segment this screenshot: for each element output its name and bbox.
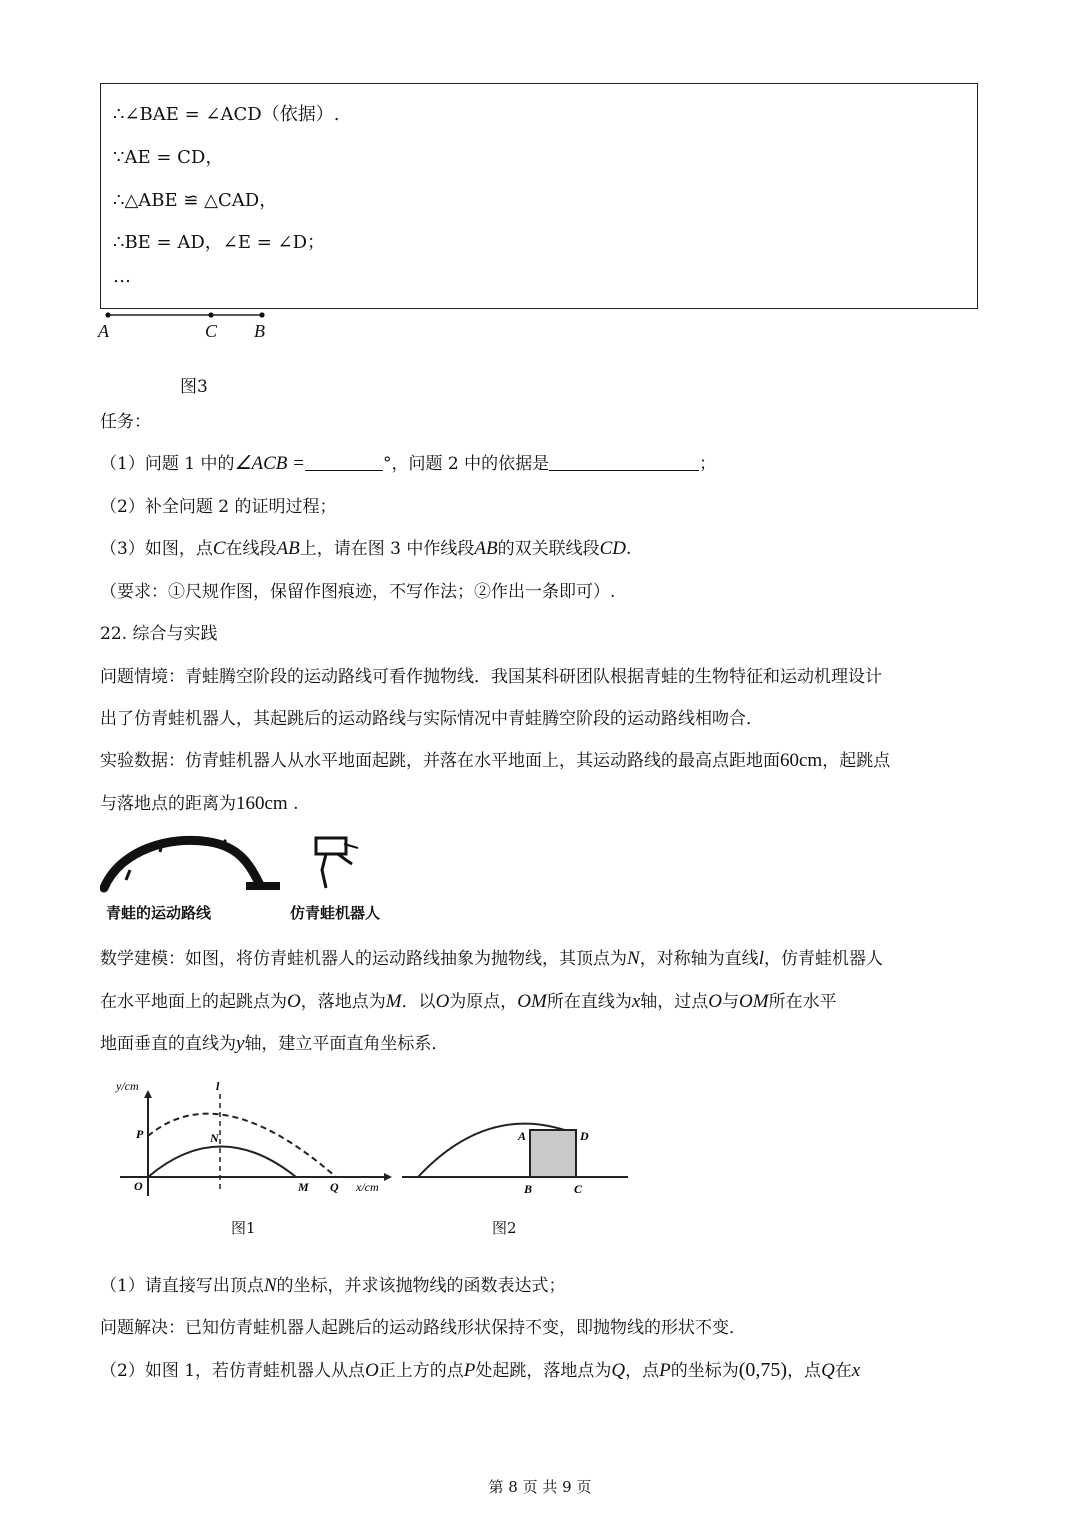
q22-model-2-d: 为原点， <box>449 992 518 1012</box>
photo-caption-frog: 青蛙的运动路线 <box>106 904 212 922</box>
q22-model-1 <box>100 944 883 970</box>
q22-sub1-n: N <box>263 1275 277 1296</box>
q22-model-1-c: ，仿青蛙机器人 <box>763 949 883 969</box>
q22-data-2-value: 160cm <box>236 793 288 814</box>
proof-line-4: ∴BE = AD，∠E = ∠D； <box>113 232 326 253</box>
q22-data-2-text: 与落地点的距离为 <box>100 794 236 814</box>
fig2-rectangle <box>530 1130 576 1177</box>
q22-data-2 <box>100 789 299 815</box>
proof-line-2: ∵AE = CD， <box>113 147 224 168</box>
q22-model-3-a: 地面垂直的直线为 <box>100 1034 236 1054</box>
q22-sub2 <box>100 1356 860 1382</box>
q22-sub2-f: ，点 <box>787 1361 822 1381</box>
q22-model-3-y: y <box>236 1033 245 1054</box>
fig1-y-arrow <box>144 1090 152 1098</box>
fig2-a-label: A <box>518 1129 527 1143</box>
q22-solve: 问题解决：已知仿青蛙机器人起跳后的运动路线形状保持不变，即抛物线的形状不变． <box>100 1318 746 1338</box>
q22-model-2-h: 所在水平 <box>768 992 837 1012</box>
proof-line-5: … <box>113 266 131 287</box>
label-a: A <box>98 321 109 341</box>
task-q3-c: C <box>212 538 226 559</box>
frog-jump-path <box>104 840 260 888</box>
fig2-c-label: C <box>574 1182 583 1196</box>
task-q3 <box>100 534 631 560</box>
fig1-q-label: Q <box>330 1180 339 1194</box>
task-q1-text-c: ； <box>699 454 717 474</box>
q22-sub2-d: ，点 <box>625 1361 660 1381</box>
q22-sub2-x: x <box>851 1360 861 1381</box>
q22-model-2 <box>100 987 837 1013</box>
q22-model-2-x: x <box>631 991 641 1012</box>
figure2-caption: 图2 <box>492 1219 517 1237</box>
task-heading: 任务： <box>100 412 151 432</box>
fig1-m-label: M <box>298 1180 309 1194</box>
q22-sub1-b: 的坐标，并求该抛物线的函数表达式； <box>276 1276 566 1296</box>
q22-title: 22. 综合与实践 <box>100 624 218 644</box>
q22-sub2-b: 正上方的点 <box>378 1361 464 1381</box>
fig1-x-arrow <box>384 1173 392 1181</box>
q22-data-1 <box>100 746 890 772</box>
q22-model-2-a: 在水平地面上的起跳点为 <box>100 992 287 1012</box>
fig1-n-label: N <box>210 1131 219 1145</box>
fig1-parabola-p <box>148 1114 336 1177</box>
task-q1-text-a: （1）问题 1 中的 <box>100 454 235 474</box>
q22-model-2-o3: O <box>708 991 723 1012</box>
fig1-l-label: l <box>216 1079 220 1093</box>
q22-data-2-end: . <box>287 794 299 814</box>
q22-model-2-b: ，落地点为 <box>300 992 386 1012</box>
q22-model-2-m: M <box>385 991 402 1012</box>
q22-situation-2: 出了仿青蛙机器人，其起跳后的运动路线与实际情况中青蛙腾空阶段的运动路线相吻合． <box>100 709 763 729</box>
task-q2: （2）补全问题 2 的证明过程； <box>100 497 337 517</box>
figure1-caption: 图1 <box>231 1219 256 1237</box>
task-q1 <box>100 449 716 475</box>
q22-model-2-om2: OM <box>739 991 769 1012</box>
q22-model-1-l: l <box>758 948 764 969</box>
q22-sub2-p: P <box>463 1360 476 1381</box>
fig1-o-label: O <box>134 1179 143 1193</box>
fig1-parabola-n <box>148 1147 296 1178</box>
q22-sub2-p2: P <box>659 1360 671 1381</box>
q22-data-1-end: ，起跳点 <box>822 751 891 771</box>
label-b: B <box>254 321 265 341</box>
q22-sub2-q2: Q <box>821 1360 835 1381</box>
task-q3-ab: AB <box>276 538 300 559</box>
photo-caption-robot: 仿青蛙机器人 <box>290 904 381 922</box>
fig2-d-label: D <box>580 1129 589 1143</box>
task-requirement: （要求：①尺规作图，保留作图痕迹，不写作法；②作出一条即可）. <box>100 582 616 602</box>
task-q3-text-f: . <box>625 539 632 559</box>
label-c: C <box>205 321 218 341</box>
fig1-xlabel: x/cm <box>356 1180 379 1194</box>
q22-sub2-a: （2）如图 1，若仿青蛙机器人从点 <box>100 1361 366 1381</box>
q22-sub2-q: Q <box>611 1360 626 1381</box>
point-c <box>208 312 213 317</box>
fig2-b-label: B <box>524 1182 533 1196</box>
task-q3-text-a: （3）如图，点 <box>100 539 213 559</box>
proof-box <box>100 83 978 309</box>
task-q3-ab2: AB <box>474 538 498 559</box>
task-q1-angle: ∠ACB = <box>234 453 305 474</box>
figure2-parabola-rect <box>400 1118 632 1198</box>
segment-ab-figure <box>100 308 280 322</box>
q22-model-2-g: 与 <box>722 992 740 1012</box>
fig1-p-label: P <box>136 1127 144 1141</box>
q22-sub2-g: 在 <box>834 1361 852 1381</box>
robot-frog-icon <box>316 838 358 888</box>
fig1-ylabel: y/cm <box>116 1079 139 1093</box>
task-q3-text-e: 的双关联线段 <box>497 539 600 559</box>
page-footer: 第 8 页 共 9 页 <box>488 1478 592 1496</box>
figure1-parabola <box>108 1078 398 1198</box>
q22-model-1-b: ，对称轴为直线 <box>639 949 759 969</box>
q22-model-3-b: 轴，建立平面直角坐标系． <box>244 1034 449 1054</box>
q22-data-1-text: 实验数据：仿青蛙机器人从水平地面起跳，并落在水平地面上，其运动路线的最高点距地面 <box>100 751 780 771</box>
q22-model-1-a: 数学建模：如图，将仿青蛙机器人的运动路线抽象为抛物线，其顶点为 <box>100 949 627 969</box>
q22-sub1 <box>100 1271 566 1297</box>
task-q3-cd: CD <box>599 538 626 559</box>
q22-sub1-a: （1）请直接写出顶点 <box>100 1276 264 1296</box>
proof-line-3: ∴△ABE ≌ △CAD， <box>113 190 278 211</box>
point-a <box>105 312 110 317</box>
point-b <box>259 312 264 317</box>
q22-sub2-e: 的坐标为 <box>670 1361 739 1381</box>
q22-model-2-om: OM <box>517 991 547 1012</box>
q22-model-3 <box>100 1029 448 1055</box>
task-q3-text-d: 上，请在图 3 中作线段 <box>299 539 475 559</box>
proof-line-1: ∴∠BAE = ∠ACD（依据）. <box>113 104 340 125</box>
task-q1-text-b: °，问题 2 中的依据是 <box>382 454 550 474</box>
q22-model-1-n: N <box>627 948 640 969</box>
q22-model-2-f: 轴，过点 <box>640 992 709 1012</box>
answer-blank-angle[interactable] <box>305 454 383 471</box>
q22-sub2-coord: (0,75) <box>738 1359 788 1381</box>
q22-data-1-value: 60cm <box>780 750 823 771</box>
q22-sub2-o: O <box>365 1360 379 1381</box>
q22-model-2-o2: O <box>435 991 450 1012</box>
q22-model-2-c: ．以 <box>401 992 436 1012</box>
answer-blank-basis[interactable] <box>549 454 699 471</box>
q22-model-2-o: O <box>287 991 301 1012</box>
task-q3-text-b: 在线段 <box>225 539 277 559</box>
figure3-caption: 图3 <box>180 377 208 397</box>
frog-landing-block <box>246 882 280 890</box>
q22-situation-1: 问题情境：青蛙腾空阶段的运动路线可看作抛物线．我国某科研团队根据青蛙的生物特征和运动机理设计 <box>100 667 882 687</box>
q22-sub2-c: 处起跳，落地点为 <box>475 1361 612 1381</box>
q22-model-2-e: 所在直线为 <box>546 992 632 1012</box>
